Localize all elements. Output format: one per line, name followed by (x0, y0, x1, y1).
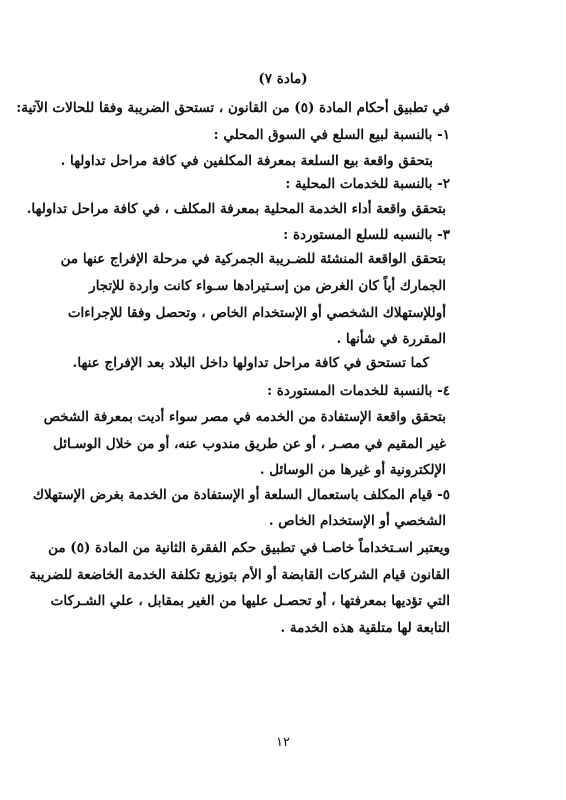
closing-paragraph-line-4: التابعة لها متلقية هذه الخدمة . (280, 620, 450, 636)
item-3-extra-line: كما تستحق في كافة مراحل تداولها داخل البلاد بعد الإفراج عنها. (72, 355, 429, 371)
closing-paragraph-line-1: ويعتبر اسـتخداماً خاصـا في تطبيق حكم الفقرة الثانية من المادة (٥) من (48, 540, 450, 556)
item-1-heading: ١- بالنسبة لبيع السلع في السوق المحلي : (213, 127, 450, 143)
item-3-heading: ٣- بالنسبه للسلع المستوردة : (283, 227, 450, 243)
item-3-text-line-3: أوللإستهلاك الشخصي أو الإستخدام الخاص ، وتحصل وفقا للإجراءات (67, 305, 446, 321)
item-4-text-line-3: الإلكترونية أو غيرها من الوسائل . (259, 462, 446, 478)
closing-paragraph-line-3: التي تؤديها بمعرفتها ، أو تحصـل عليها من الغير بمقابل ، علي الشـركات (50, 593, 450, 609)
item-2-text: بتحقق واقعة أداء الخدمة المحلية بمعرفة المكلف ، في كافة مراحل تداولها. (26, 201, 446, 217)
item-3-text-line-1: بتحقق الواقعة المنشئة للضـريبة الجمركية في مرحلة الإفراج عنها من (60, 251, 446, 267)
page-number: ١٢ (276, 735, 290, 750)
intro-line: في تطبيق أحكام المادة (٥) من القانون ، تستحق الضريبة وفقا للحالات الآتية: (16, 100, 450, 116)
item-3-text-line-2: الجمارك أياً كان الغرض من إسـتيرادها سـواء كانت واردة للإتجار (89, 278, 446, 294)
item-1-text: بتحقق واقعة بيع السلعة بمعرفة المكلفين في كافة مراحل تداولها . (60, 153, 433, 169)
closing-paragraph-line-2: القانون قيام الشركات القابضة أو الأم بتوزيع تكلفة الخدمة الخاضعة للضريبة (29, 567, 450, 583)
item-4-text-line-2: غير المقيم في مصـر ، أو عن طريق مندوب عنه، أو من خلال الوسـائل (53, 436, 446, 452)
item-4-text-line-1: بتحقق واقعة الإستفادة من الخدمه في مصر سواء أديت بمعرفة الشخص (43, 409, 446, 425)
item-4-heading: ٤- بالنسبة للخدمات المستوردة : (267, 383, 450, 399)
item-3-text-line-4: المقررة في شأنها . (336, 331, 446, 347)
article-title: (مادة ٧) (258, 71, 308, 87)
item-5-line-1: ٥- قيام المكلف باستعمال السلعة أو الإستفادة من الخدمة بغرض الإستهلاك (32, 487, 450, 503)
item-2-heading: ٢- بالنسبة للخدمات المحلية : (285, 176, 450, 192)
item-5-line-2: الشخصي أو الإستخدام الخاص . (268, 513, 446, 529)
